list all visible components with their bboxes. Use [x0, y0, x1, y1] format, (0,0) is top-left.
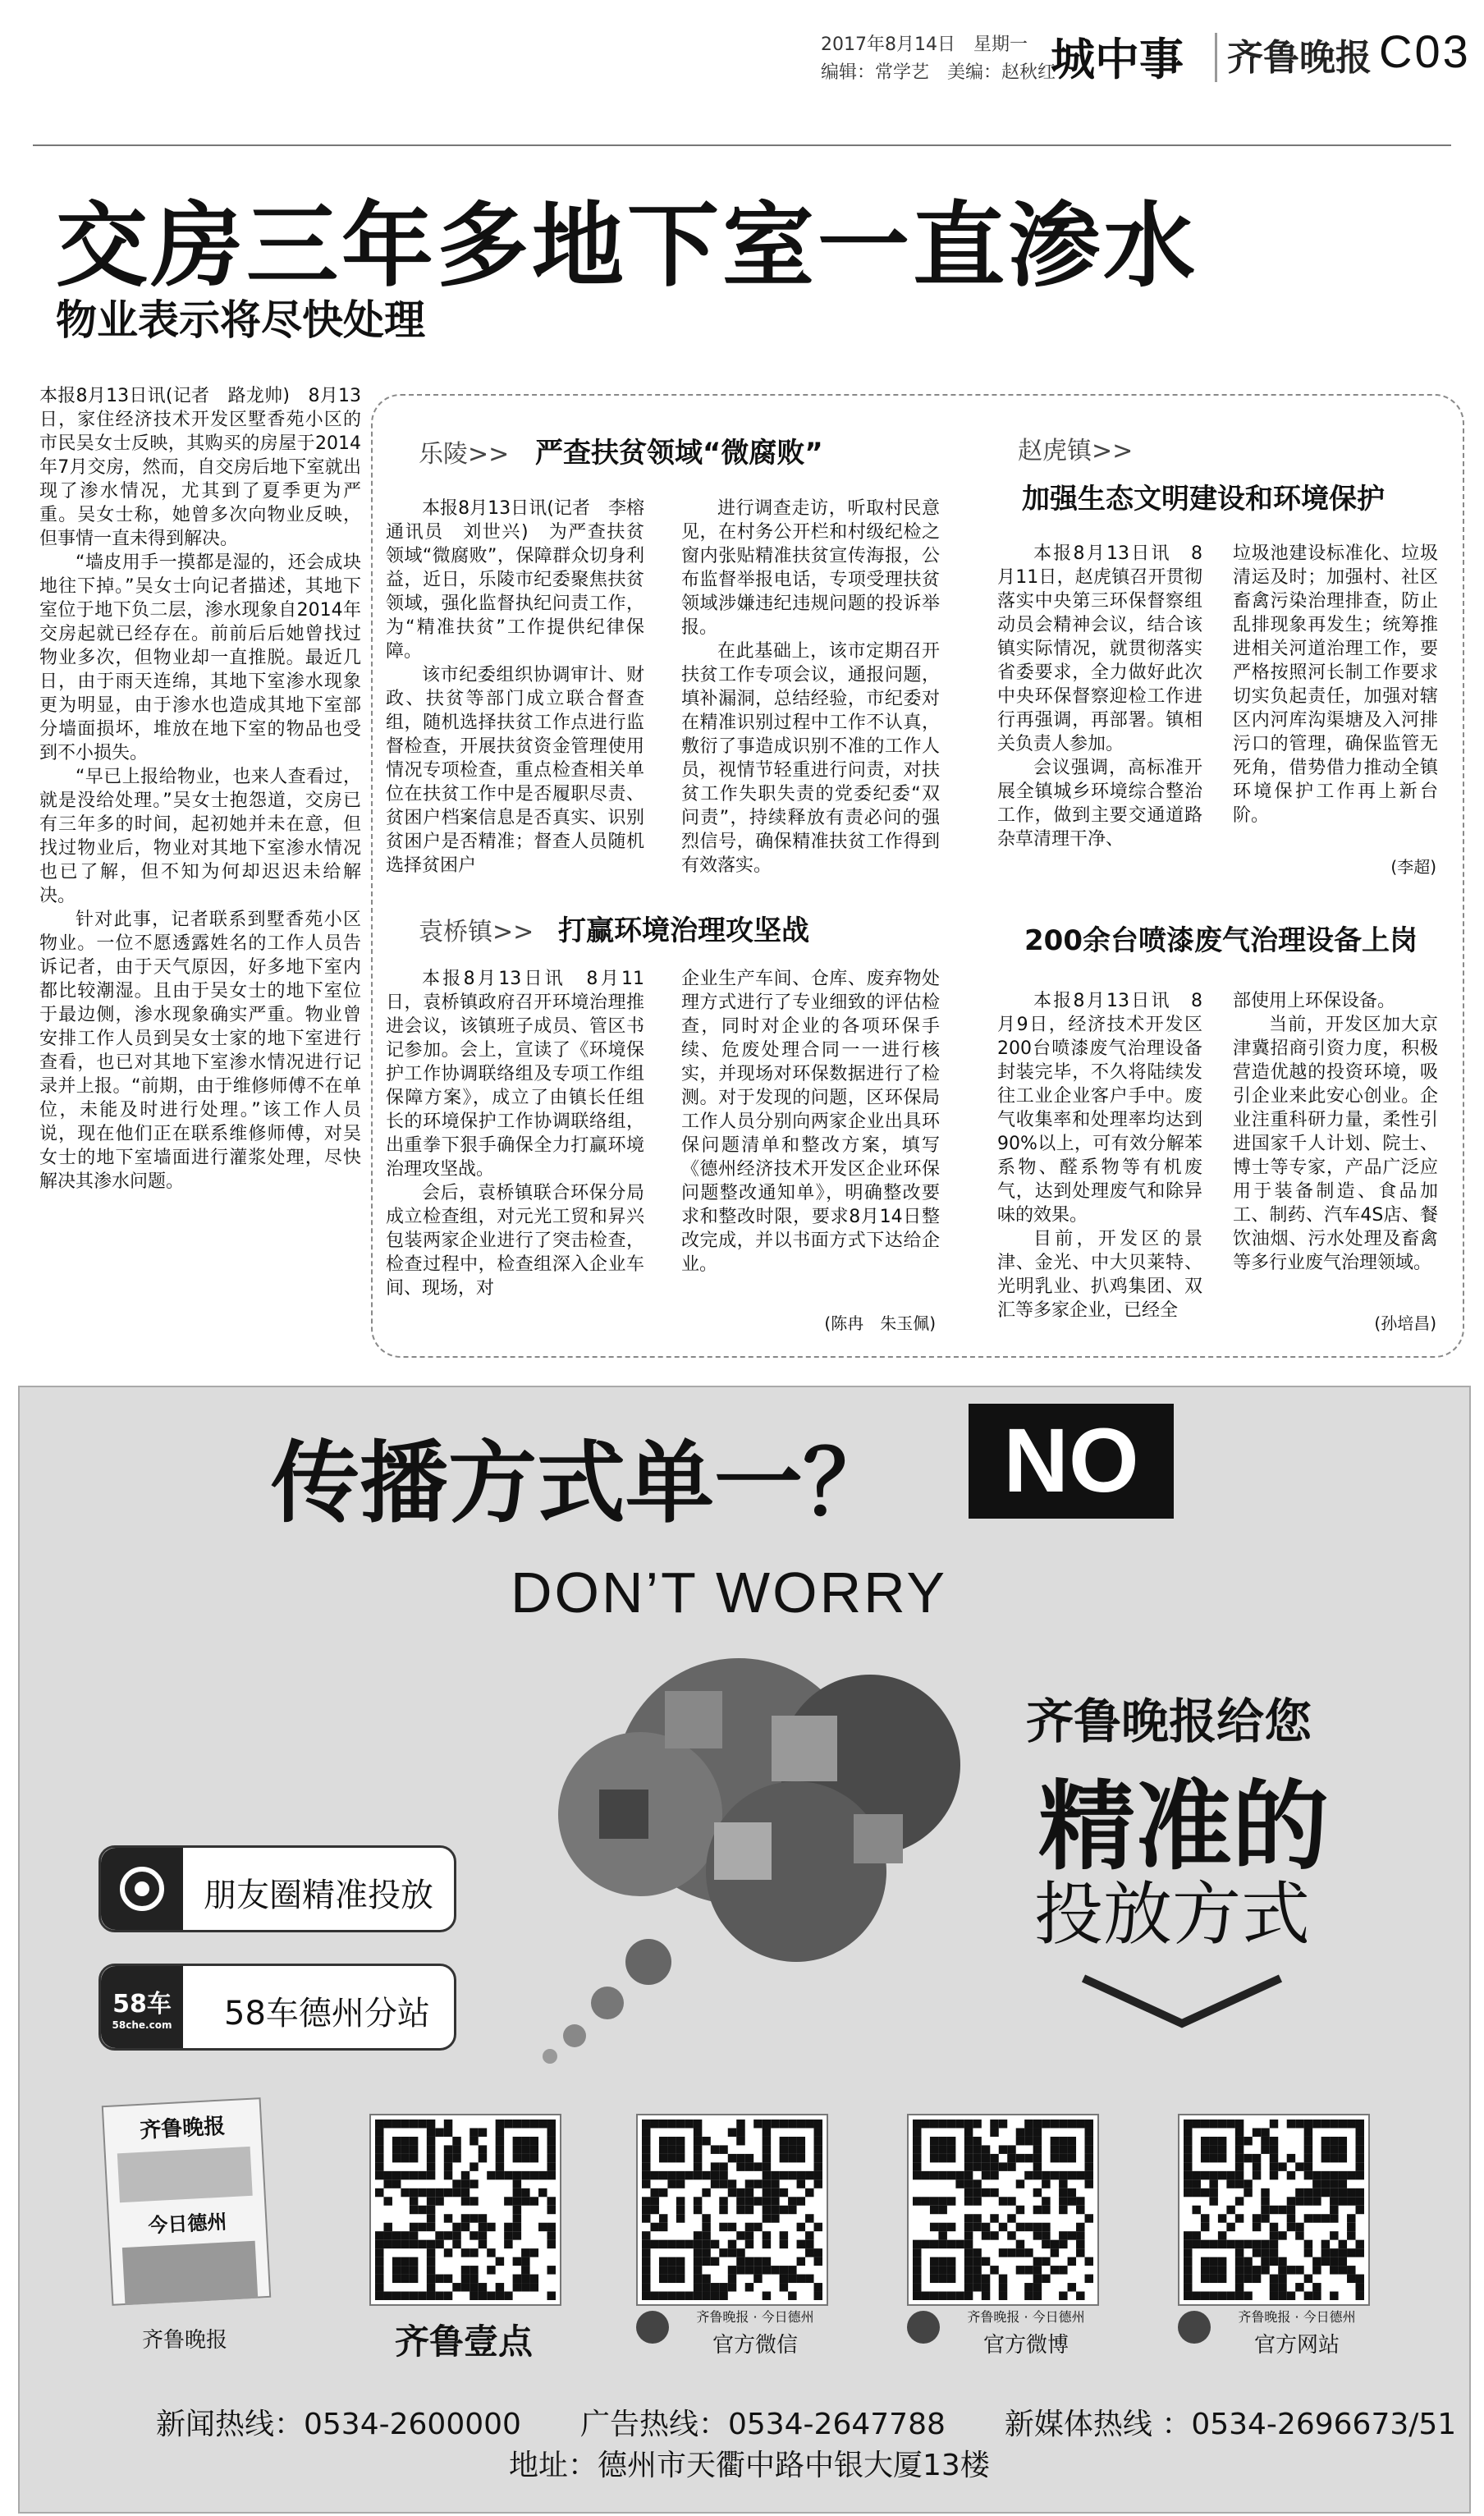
story-paragraph: 进行调查走访，听取村民意见，在村务公开栏和村级纪检之窗内张贴精准扶贫宣传海报，公布监督举报电话，专项受理扶贫领域涉嫌违纪违规问题的投诉举报。: [681, 498, 940, 638]
story-paragraph: 本报8月13日讯(记者 李榕 通讯员 刘世兴) 为严查扶贫领域“微腐败”，保障群众切身利益，近日，乐陵市纪委聚焦扶贫领域，强化监督执纪问责工作，为“精准扶贫”工作提供纪律保障。: [386, 498, 663, 662]
58che-logo-text: 58车: [112, 1990, 172, 2019]
weibo-icon: [907, 2311, 940, 2344]
story-paragraph: 企业生产车间、仓库、废弃物处理方式进行了专业细致的评估检查，同时对企业的各项环保手续、危废处理合同一一进行核实，并现场对环保数据进行了检测。对于发现的问题，区环保局工作人员分别向两家企业出具环保问题清单和整改方案，填写《德州经济技术开发区企业环保问题整改通知单》，明确整改要求和整改时限，要求8月14日整改完成，并以书面方式下达给企业。: [681, 969, 940, 1275]
main-paragraph: 针对此事，记者联系到墅香苑小区物业。一位不愿透露姓名的工作人员告诉记者，由于天气原因，好多地下室内都比较潮湿。且由于吴女士的地下室位于最边侧，渗水现象确实严重。物业曾安排工作人员到吴女士家的地下室进行查看，也已对其地下室渗水情况进行记录并上报。“前期，由于维修师傅不在单位，未能及时进行处理。”该工作人员说，现在他们正在联系维修师傅，对吴女士的地下室墙面进行灌浆处理，尽快解决其渗水问题。: [39, 910, 361, 1192]
story-title-kaifaqu: 200余台喷漆废气治理设备上岗: [1024, 924, 1418, 957]
story-paragraph: 部使用上环保设备。: [1233, 991, 1396, 1011]
qr-code-website[interactable]: [1178, 2114, 1370, 2306]
main-subheadline: 物业表示将尽快处理: [56, 296, 425, 344]
story-paragraph: 目前，开发区的景津、金光、中大贝莱特、光明乳业、扒鸡集团、双汇等多家企业，已经全: [997, 1229, 1202, 1321]
qr-label-website: 官方网站: [1253, 2333, 1340, 2358]
header-divider: [1215, 33, 1217, 82]
newspaper-masthead-2: 今日德州: [147, 2210, 228, 2238]
story-tag-zhaohu: 赵虎镇>>: [1018, 437, 1134, 465]
story-kaifaqu-col1: [997, 989, 1202, 1322]
story-leling-col2: [681, 497, 940, 878]
main-paragraph: “早已上报给物业，也来人查看过，就是没给处理。”吴女士抱怨道，交房已有三年多的时间，起初她并未在意，但找过物业后，物业对其地下室渗水情况也已了解，但不知为何却迟迟未给解决。: [39, 767, 361, 906]
ad-address: 地址：德州市天衢中路中银大厦13楼: [509, 2449, 990, 2482]
story-tag-leling: 乐陵>>: [419, 440, 510, 469]
story-byline-zhaohu: (李超): [1390, 857, 1436, 877]
section-name: 城中事: [1051, 34, 1184, 85]
newspaper-image: [102, 2097, 272, 2306]
story-title-yuanqiao: 打赢环境治理攻坚战: [558, 914, 809, 947]
58che-logo: [101, 1966, 183, 2048]
pill-label: 58车德州分站: [224, 1995, 430, 2033]
story-zhaohu-col1: [997, 542, 1202, 851]
story-yuanqiao-col1: [386, 967, 644, 1300]
ie-browser-icon: [1178, 2311, 1211, 2344]
story-paragraph: 在此基础上，该市定期召开扶贫工作专项会议，通报问题，填补漏洞，总结经验，市纪委对在精准识别过程中工作不认真，敷衍了事造成识别不准的工作人员，视情节轻重进行问责，对扶贫工作失职失责的党委纪委“双问责”，持续释放有责必问的强烈信号，确保精准扶贫工作得到有效落实。: [681, 641, 940, 876]
newspaper-masthead: 齐鲁晚报: [139, 2114, 227, 2143]
ad-precise: 精准的: [1038, 1769, 1330, 1883]
issue-meta: [821, 31, 1056, 87]
story-byline-yuanqiao: (陈冉 朱玉佩): [824, 1313, 936, 1333]
pill-58che: [98, 1964, 456, 2051]
qr-caption-website: 齐鲁晚报 · 今日德州: [1238, 2309, 1356, 2325]
ad-hotlines: 新闻热线：0534-2600000 广告热线：0534-2647788 新媒体热线 ：0534-2696673/51: [156, 2408, 1457, 2441]
ad-question: 传播方式单一？: [271, 1432, 892, 1535]
pill-wechat-moments: [98, 1845, 456, 1932]
issue-date: 2017年8月14日 星期一: [821, 34, 1028, 55]
puzzle-cloud-icon: [525, 1642, 1034, 2069]
story-paragraph: 会后，袁桥镇联合环保分局成立检查组，对元光工贸和昇兴包装两家企业进行了突击检查，检查过程中，检查组深入企业车间、现场，对: [386, 1183, 644, 1299]
story-paragraph: 该市纪委组织协调审计、财政、扶贫等部门成立联合督查组，随机选择扶贫工作点进行监督检查，开展扶贫资金管理使用情况专项检查，重点检查相关单位在扶贫工作中是否履职尽责、贫困户档案信息是否真实、识别贫困户是否精准；督查人员随机选择贫困户: [386, 665, 644, 876]
qr-label-weibo: 官方微博: [982, 2333, 1069, 2358]
story-title-leling: 严查扶贫领域“微腐败”: [535, 437, 823, 470]
qr-caption-weibo: 齐鲁晚报 · 今日德州: [967, 2309, 1085, 2325]
story-paragraph: 本报8月13日讯 8月11日，袁桥镇政府召开环境治理推进会议，该镇班子成员、管区书记参加。会上，宣读了《环境保护工作协调联络组及专项工作组保障方案》，成立了由镇长任组长的环境保护工作协调联络组，出重拳下狠手确保全力打赢环境治理攻坚战。: [386, 969, 644, 1180]
main-story: [39, 384, 361, 1194]
main-paragraph: “墙皮用手一摸都是湿的，还会成块地往下掉。”吴女士向记者描述，其地下室位于地下负二层，渗水现象自2014年交房起就已经存在。前前后后她曾找过物业多次，但物业却一直推脱。最近几日，由于雨天连绵，其地下室渗水现象更为明显，由于渗水也造成其地下室部分墙面损坏，堆放在地下室的物品也受到不小损失。: [39, 552, 361, 763]
chevron-down-icon: [1075, 1970, 1289, 2036]
qr-label-wechat: 官方微信: [712, 2333, 798, 2358]
page-number: C03: [1379, 25, 1471, 77]
qr-caption-wechat: 齐鲁晚报 · 今日德州: [696, 2309, 814, 2325]
story-kaifaqu-col2: [1233, 989, 1438, 1275]
camera-shutter-icon: [101, 1848, 183, 1930]
story-byline-kaifaqu: (孙培昌): [1374, 1313, 1436, 1333]
ad-dont-worry: DON’T WORRY: [511, 1560, 948, 1625]
ad-no-badge: NO: [969, 1404, 1174, 1519]
story-leling-col1: [386, 497, 663, 878]
issue-editors: 编辑：常学艺 美编：赵秋红: [821, 62, 1056, 83]
qr-label-yidian: 齐鲁壹点: [394, 2321, 533, 2362]
main-headline: 交房三年多地下室一直渗水: [56, 193, 1198, 300]
qr-code-wechat[interactable]: [636, 2114, 828, 2306]
story-paragraph: 会议强调，高标准开展全镇城乡环境综合整治工作，做到主要交通道路杂草清理干净、: [997, 758, 1202, 850]
qr-code-weibo[interactable]: [907, 2114, 1099, 2306]
ad-method: 投放方式: [1034, 1874, 1311, 1955]
brand-logo: 齐鲁晚报: [1227, 37, 1372, 79]
header-rule: [33, 144, 1451, 146]
qr-code-qilu-yidian[interactable]: [369, 2114, 561, 2306]
story-paragraph: 当前，开发区加大京津冀招商引资力度，积极营造优越的投资环境，吸引企业来此安心创业。企业注重科研力量，柔性引进国家千人计划、院士、博士等专家，产品广泛应用于装备制造、食品加工、制药、汽车4S店、餐饮油烟、污水处理及畜禽等多行业废气治理领域。: [1233, 1015, 1438, 1273]
story-tag-yuanqiao: 袁桥镇>>: [419, 918, 534, 946]
ad-gives-you: 齐鲁晚报给您: [1026, 1693, 1312, 1749]
58che-logo-sub: 58che.com: [112, 2019, 172, 2031]
story-paragraph: 垃圾池建设标准化、垃圾清运及时；加强村、社区畜禽污染治理排查，防止乱排现象再发生；统筹推进相关河道治理工作，要严格按照河长制工作要求切实负起责任，加强对辖区内河库沟渠塘及入河排污口的管理，确保监管无死角，借势借力推动全镇环境保护工作再上新台阶。: [1233, 543, 1438, 826]
pill-label: 朋友圈精准投放: [204, 1877, 433, 1914]
story-zhaohu-col2: [1233, 542, 1438, 827]
qr-label-newspaper: 齐鲁晚报: [141, 2328, 227, 2353]
wechat-icon: [636, 2311, 669, 2344]
story-paragraph: 本报8月13日讯 8月9日，经济技术开发区200台喷漆废气治理设备封装完毕，不久将陆续发往工业企业客户手中。废气收集率和处理率均达到90%以上，可有效分解苯系物、醛系物等有机废气，达到处理废气和除异味的效果。: [997, 991, 1202, 1226]
story-paragraph: 本报8月13日讯 8月11日，赵虎镇召开贯彻落实中央第三环保督察组动员会精神会议，结合该镇实际情况，就贯彻落实省委要求，全力做好此次中央环保督察迎检工作进行再强调，再部署。镇相关负责人参加。: [997, 543, 1202, 754]
story-yuanqiao-col2: [681, 967, 940, 1276]
story-title-zhaohu: 加强生态文明建设和环境保护: [1022, 483, 1385, 516]
main-paragraph: 本报8月13日讯(记者 路龙帅) 8月13日，家住经济技术开发区墅香苑小区的市民吴女士反映，其购买的房屋于2014年7月交房，然而，自交房后地下室就出现了渗水情况，尤其到了夏季更为严重。吴女士称，她曾多次向物业反映，但事情一直未得到解决。: [39, 386, 361, 549]
